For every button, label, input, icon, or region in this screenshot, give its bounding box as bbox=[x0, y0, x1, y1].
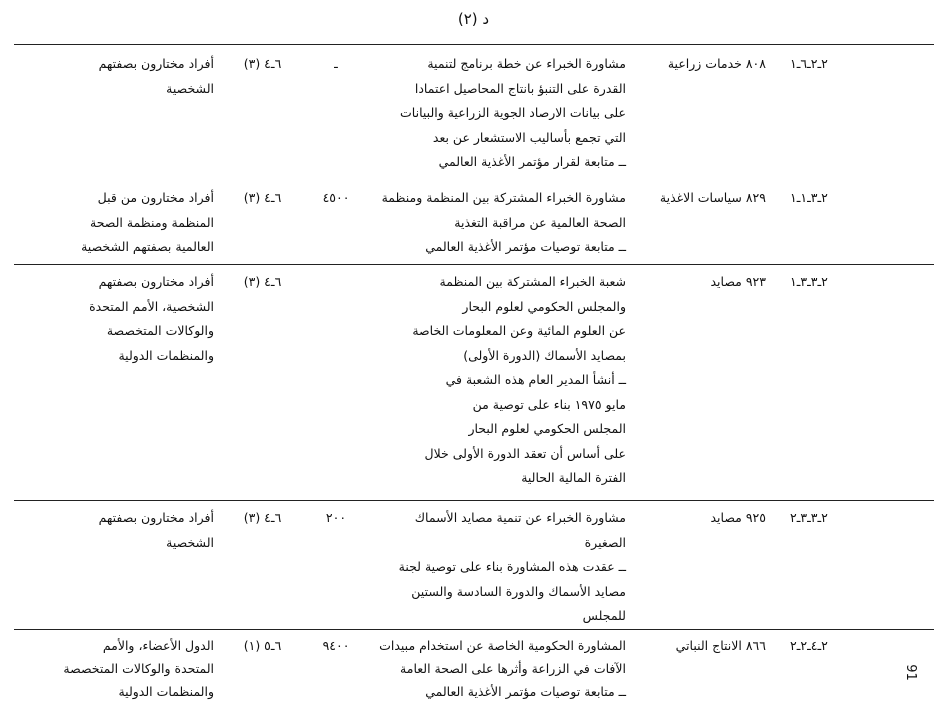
description-line: الآفات في الزراعة وأثرها على الصحة العامة bbox=[400, 661, 626, 676]
description-line: مايو ١٩٧٥ بناء على توصية من bbox=[472, 396, 626, 412]
description-line: الصحة العالمية عن مراقبة التغذية bbox=[454, 214, 626, 230]
row-divider bbox=[14, 264, 934, 265]
participants-line: أفراد مختارون بصفتهم bbox=[98, 510, 214, 525]
description bbox=[370, 186, 626, 260]
cost: ٩٤٠٠ bbox=[322, 638, 350, 653]
item-code: ٢ـ٢ـ٦ـ١ bbox=[790, 56, 828, 71]
reference: ٦ـ٤ (٣) bbox=[243, 190, 282, 205]
participants-line: والوكالات المتخصصة bbox=[106, 323, 214, 338]
department: ٨٦٦ الانتاج النباتي bbox=[675, 638, 766, 653]
participants bbox=[14, 186, 214, 260]
description-line: التي تجمع بأساليب الاستشعار عن بعد bbox=[432, 129, 626, 145]
participants-line: الشخصية bbox=[166, 534, 214, 550]
row-divider bbox=[14, 629, 934, 630]
participants-line: أفراد مختارون بصفتهم bbox=[98, 274, 214, 289]
description-line: المشاورة الحكومية الخاصة عن استخدام مبيدات bbox=[379, 638, 626, 653]
cost: ـ bbox=[334, 56, 338, 71]
participants bbox=[14, 52, 214, 101]
description bbox=[370, 52, 626, 175]
description-line: القدرة على التنبؤ بانتاج المحاصيل اعتمادا bbox=[414, 80, 626, 96]
department: ٩٢٥ مصايد bbox=[710, 510, 766, 525]
reference: ٦ـ٤ (٣) bbox=[243, 56, 282, 71]
participants-line: المنظمة ومنظمة الصحة bbox=[90, 214, 214, 230]
top-rule bbox=[14, 44, 934, 45]
row-divider bbox=[14, 500, 934, 501]
description-line: المجلس الحكومي لعلوم البحار bbox=[468, 421, 626, 436]
item-code: ٢ـ٣ـ٣ـ٢ bbox=[790, 510, 828, 525]
description-line: مشاورة الخبراء عن تنمية مصايد الأسماك bbox=[414, 510, 626, 525]
item-code: ٢ـ٣ـ٣ـ١ bbox=[790, 274, 828, 289]
page-header: د (٢) bbox=[457, 10, 490, 28]
description-line: على أساس أن تعقد الدورة الأولى خلال bbox=[424, 445, 626, 461]
item-code: ٢ـ٣ـ١ـ١ bbox=[790, 190, 828, 205]
participants-line: الشخصية bbox=[166, 80, 214, 96]
reference: ٦ـ٤ (٣) bbox=[243, 510, 282, 525]
item-code: ٢ـ٤ـ٢ـ٢ bbox=[790, 638, 828, 653]
participants bbox=[14, 270, 214, 368]
description-line: بمصايد الأسماك (الدورة الأولى) bbox=[463, 347, 626, 363]
description bbox=[370, 270, 626, 491]
participants-line: أفراد مختارون من قبل bbox=[97, 190, 214, 205]
description-line: ــ عقدت هذه المشاورة بناء على توصية لجنة bbox=[398, 559, 626, 574]
description-line: والمجلس الحكومي لعلوم البحار bbox=[462, 298, 626, 314]
description-line: للمجلس bbox=[582, 608, 626, 623]
description bbox=[370, 506, 626, 629]
description-line: الفترة المالية الحالية bbox=[521, 470, 626, 485]
description-line: الصغيرة bbox=[584, 534, 626, 550]
description-line: مشاورة الخبراء المشتركة بين المنظمة ومنظمة bbox=[381, 190, 626, 205]
participants-line: والمنظمات الدولية bbox=[118, 684, 214, 699]
description-line: على بيانات الارصاد الجوية الزراعية والبيانات bbox=[400, 105, 626, 120]
description-line: ــ متابعة توصيات مؤتمر الأغذية العالمي bbox=[425, 684, 626, 699]
description-line: ــ متابعة لقرار مؤتمر الأغذية العالمي bbox=[438, 154, 626, 169]
description-line: شعبة الخبراء المشتركة بين المنظمة bbox=[439, 274, 626, 289]
description bbox=[370, 634, 626, 703]
description-line: عن العلوم المائية وعن المعلومات الخاصة bbox=[412, 323, 626, 338]
participants-line: الشخصية، الأمم المتحدة bbox=[89, 298, 214, 314]
reference: ٦ـ٤ (٣) bbox=[243, 274, 282, 289]
department: ٨٢٩ سياسات الاغذية bbox=[659, 190, 766, 205]
side-page-number: 91 bbox=[902, 664, 918, 681]
description-line: مشاورة الخبراء عن خطة برنامج لتنمية bbox=[427, 56, 626, 71]
department: ٨٠٨ خدمات زراعية bbox=[667, 56, 766, 71]
participants bbox=[14, 634, 214, 703]
participants-line: أفراد مختارون بصفتهم bbox=[98, 56, 214, 71]
description-line: مصايد الأسماك والدورة السادسة والستين bbox=[411, 583, 626, 599]
participants bbox=[14, 506, 214, 555]
department: ٩٢٣ مصايد bbox=[710, 274, 766, 289]
participants-line: والمنظمات الدولية bbox=[118, 347, 214, 363]
description-line: ــ أنشأ المدير العام هذه الشعبة في bbox=[445, 372, 626, 387]
participants-line: العالمية بصفتهم الشخصية bbox=[81, 239, 214, 254]
cost: ٤٥٠٠ bbox=[322, 190, 350, 205]
cost: ٢٠٠ bbox=[325, 510, 347, 525]
reference: ٦ـ٥ (١) bbox=[243, 638, 282, 653]
participants-line: المتحدة والوكالات المتخصصة bbox=[63, 661, 214, 676]
participants-line: الدول الأعضاء، والأمم bbox=[102, 638, 214, 653]
description-line: ــ متابعة توصيات مؤتمر الأغذية العالمي bbox=[425, 239, 626, 254]
